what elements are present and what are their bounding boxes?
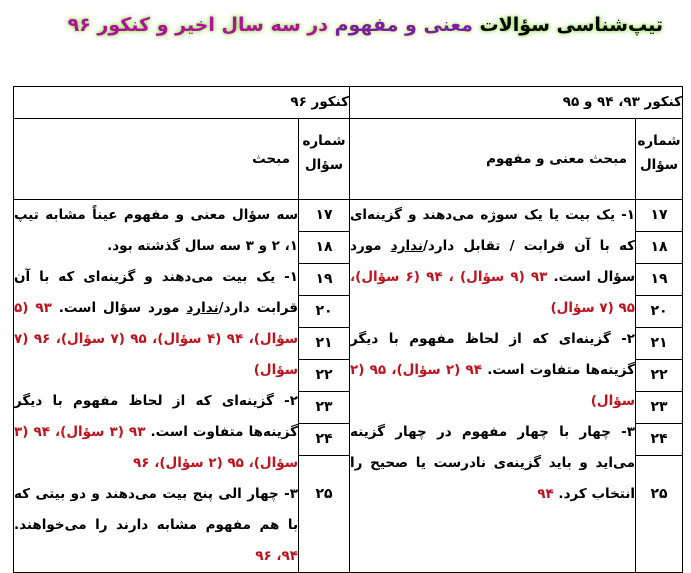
right-question-number-header: شماره سؤال xyxy=(636,119,683,200)
left-subject-text: سه سؤال معنی و مفهوم عیناً مشابه تیپ ۱، ۲ و ۳ سه سال گذشته بود. ۱- یک بیت می‌دهند و گزینه‌ای که با آن قرابت دارد/ندارد مورد سؤال است. ۹۳ (۵ سؤال)، ۹۴ (۴ سؤال)، ۹۵ (۷ سؤال)، ۹۶ (۷ سؤال) ۲- گزینه‌ای که از لحاظ مفهوم با دیگر گزینه‌ها متفاوت است. ۹۳ (۳ سؤال)، ۹۴ (۳ سؤال)، ۹۵ (۲ سؤال)، ۹۶ ۳- چهار الی پنج بیت می‌دهند و دو بیتی که با هم مفهوم مشابه دارند را می‌خواهند. ۹۴، ۹۶ xyxy=(14,200,299,573)
question-number: ۲۱ xyxy=(636,328,682,360)
right-subject-text: ۱- یک بیت یا یک سوژه می‌دهند و گزینه‌ای که با آن قرابت / تقابل دارد/ندارد مورد سؤال است. ۹۳ (۹ سؤال) ، ۹۴ (۶ سؤال)، ۹۵ (۷ سؤال) ۲- گزینه‌ای که از لحاظ مفهوم با دیگر گزینه‌ها متفاوت است. ۹۴ (۲ سؤال)، ۹۵ (۲ سؤال) ۳- چهار با چهار مفهوم در چهار گزینه می‌اید و باید گزینه‌ی نادرست یا صحیح را انتخاب کرد. ۹۴ xyxy=(350,200,636,573)
question-number: ۲۵ xyxy=(650,486,668,502)
question-number: ۲۳ xyxy=(636,392,682,424)
right-subject-header: مبحث معنی و مفهوم xyxy=(350,119,636,200)
right-question-numbers xyxy=(636,200,683,573)
question-number: ۲۰ xyxy=(299,296,349,328)
question-number: ۲۲ xyxy=(299,360,349,392)
left-subject-header: مبحث xyxy=(14,119,299,200)
title-part-2: معنی و مفهوم xyxy=(334,14,473,36)
title-part-1: تیپ‌شناسی سؤالات xyxy=(479,14,663,36)
question-number: ۱۸ xyxy=(636,232,682,264)
question-number: ۱۹ xyxy=(299,264,349,296)
question-number: ۱۷ xyxy=(636,200,682,232)
question-number: ۲۲ xyxy=(636,360,682,392)
question-number: ۲۴ xyxy=(636,424,682,456)
question-number: ۱۸ xyxy=(299,232,349,264)
left-group-header: کنکور ۹۶ xyxy=(14,87,350,119)
right-group-header: کنکور ۹۳، ۹۴ و ۹۵ xyxy=(350,87,683,119)
page-title xyxy=(0,0,691,60)
question-number: ۲۵ xyxy=(315,486,333,502)
question-number: ۲۱ xyxy=(299,328,349,360)
question-number: ۱۷ xyxy=(299,200,349,232)
comparison-table xyxy=(13,86,683,573)
question-number: ۲۰ xyxy=(636,296,682,328)
left-question-number-header: شماره سؤال xyxy=(299,119,350,200)
question-number: ۱۹ xyxy=(636,264,682,296)
left-question-numbers xyxy=(299,200,350,573)
question-number: ۲۴ xyxy=(299,424,349,456)
title-part-3: در سه سال اخیر و کنکور ۹۶ xyxy=(67,14,328,36)
question-number: ۲۳ xyxy=(299,392,349,424)
